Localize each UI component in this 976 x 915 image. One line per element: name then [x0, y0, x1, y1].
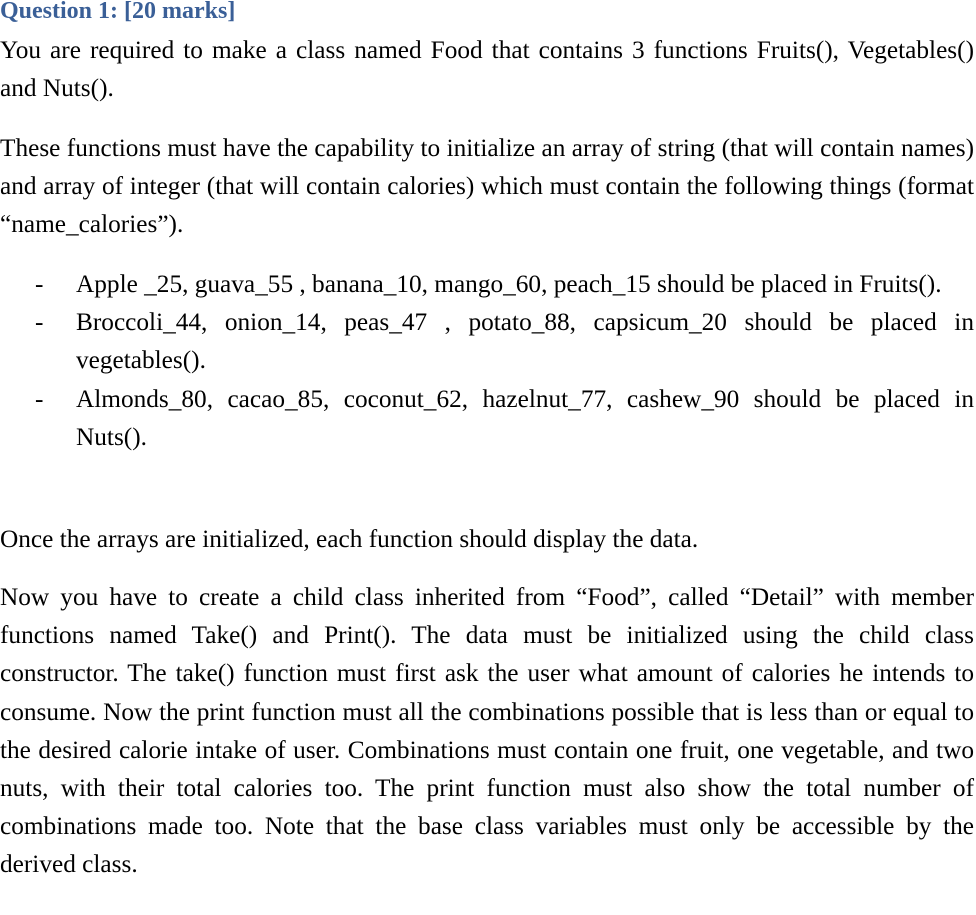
list-item-vegetables [0, 303, 974, 379]
list-item-text: Almonds_80, cacao_85, coconut_62, hazelnut_77, cashew_90 should be placed in Nuts(). [76, 384, 974, 451]
list-item-nuts [0, 380, 974, 456]
capability-paragraph: These functions must have the capability to initialize an array of string (that will contain names) and array of integer (that will contain calories) which must contain the following things (format “name_calories”). [0, 134, 974, 239]
intro-paragraph: You are required to make a class named Food that contains 3 functions Fruits(), Vegetables() and Nuts(). [0, 36, 974, 103]
list-item-text: Apple _25, guava_55 , banana_10, mango_60, peach_15 should be placed in Fruits(). [76, 270, 942, 298]
list-bullet: - [35, 308, 44, 337]
list-bullet: - [35, 384, 44, 413]
child-class-paragraph: Now you have to create a child class inherited from “Food”, called “Detail” with member functions named Take() and Print(). The data must be initialized using the child class constructor. The take() function must first ask the user what amount of calories he intends to consume. Now the print function must all the combinations possible that is less than or equal to the desired calorie intake of user. Combinations must contain one fruit, one vegetable, and two nuts, with their total calories too. The print function must also show the total number of combinations made too. Note that the base class variables must only be accessible by the derived class. [0, 583, 974, 879]
display-paragraph: Once the arrays are initialized, each function should display the data. [0, 525, 699, 553]
list-item-fruits [0, 265, 974, 303]
question-title: Question 1: [20 marks] [0, 0, 236, 24]
food-list [0, 265, 974, 456]
list-item-text: Broccoli_44, onion_14, peas_47 , potato_88, capsicum_20 should be placed in vegetables(). [76, 308, 974, 375]
list-bullet: - [35, 270, 44, 298]
